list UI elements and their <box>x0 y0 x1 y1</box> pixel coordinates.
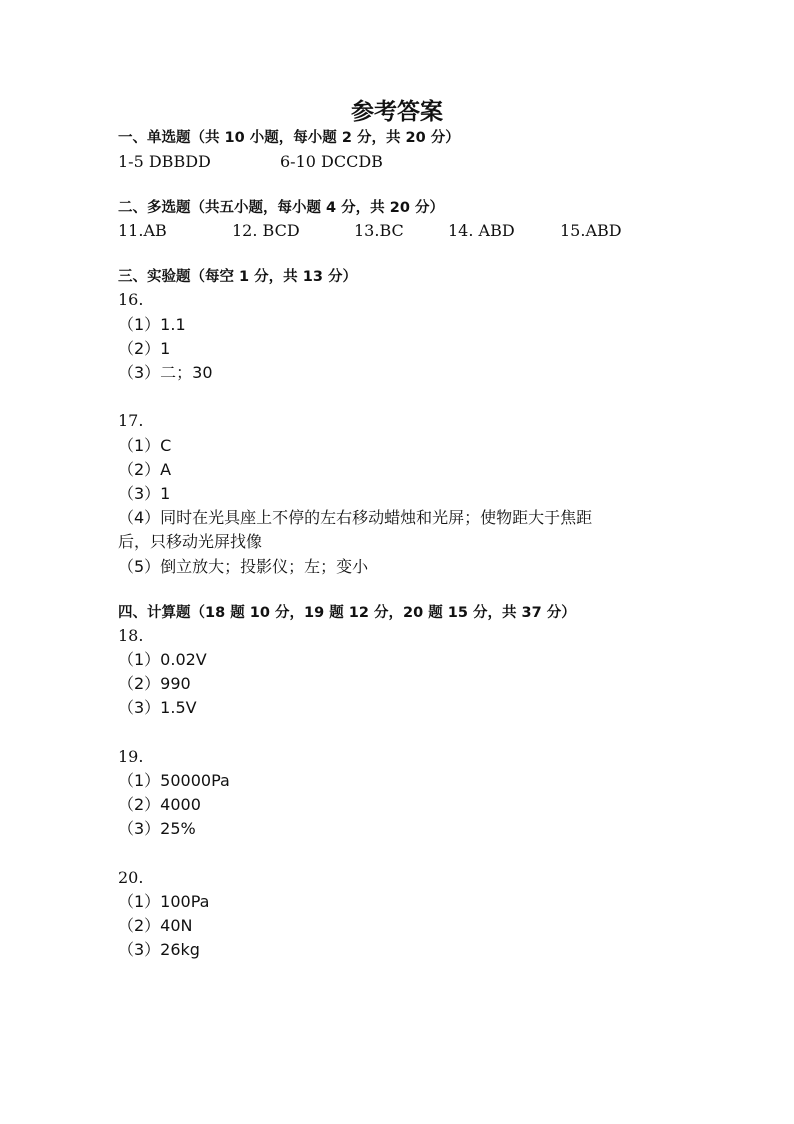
q18-answer-1: （1）0.02V <box>118 650 207 669</box>
answer-15: 15.ABD <box>560 221 622 240</box>
q20-answer-3: （3）26kg <box>118 940 200 959</box>
question-19-number: 19. <box>118 747 144 766</box>
q19-answer-1: （1）50000Pa <box>118 771 230 790</box>
section4-heading: 四、计算题（18 题 10 分，19 题 12 分，20 题 15 分，共 37 分） <box>118 605 576 621</box>
question-18-number: 18. <box>118 626 144 645</box>
q17-answer-4-continued: 后，只移动光屏找像 <box>118 532 263 551</box>
q16-answer-2: （2）1 <box>118 339 171 358</box>
q16-answer-3: （3）二；30 <box>118 363 213 382</box>
question-16-number: 16. <box>118 290 144 309</box>
section2-heading: 二、多选题（共五小题，每小题 4 分，共 20 分） <box>118 200 444 216</box>
answer-12: 12. BCD <box>232 221 300 240</box>
q16-answer-1: （1）1.1 <box>118 315 186 334</box>
page-title: 参考答案 <box>351 99 443 125</box>
q18-answer-2: （2）990 <box>118 674 191 693</box>
q17-answer-4: （4）同时在光具座上不停的左右移动蜡烛和光屏；使物距大于焦距 <box>118 508 593 527</box>
q18-answer-3: （3）1.5V <box>118 698 197 717</box>
q20-answer-1: （1）100Pa <box>118 892 210 911</box>
answer-14: 14. ABD <box>448 221 515 240</box>
section3-heading: 三、实验题（每空 1 分，共 13 分） <box>118 269 357 285</box>
answer-11: 11.AB <box>118 221 167 240</box>
q19-answer-2: （2）4000 <box>118 795 201 814</box>
section1-heading: 一、单选题（共 10 小题，每小题 2 分，共 20 分） <box>118 130 460 146</box>
question-17-number: 17. <box>118 411 144 430</box>
q17-answer-5: （5）倒立放大；投影仪；左；变小 <box>118 557 369 576</box>
answer-13: 13.BC <box>354 221 404 240</box>
answer-group-1-5: 1-5 DBBDD <box>118 152 211 171</box>
q17-answer-2: （2）A <box>118 460 172 479</box>
q19-answer-3: （3）25% <box>118 819 196 838</box>
q17-answer-1: （1）C <box>118 436 172 455</box>
q17-answer-3: （3）1 <box>118 484 171 503</box>
q20-answer-2: （2）40N <box>118 916 193 935</box>
answer-group-6-10: 6-10 DCCDB <box>280 152 383 171</box>
question-20-number: 20. <box>118 868 144 887</box>
